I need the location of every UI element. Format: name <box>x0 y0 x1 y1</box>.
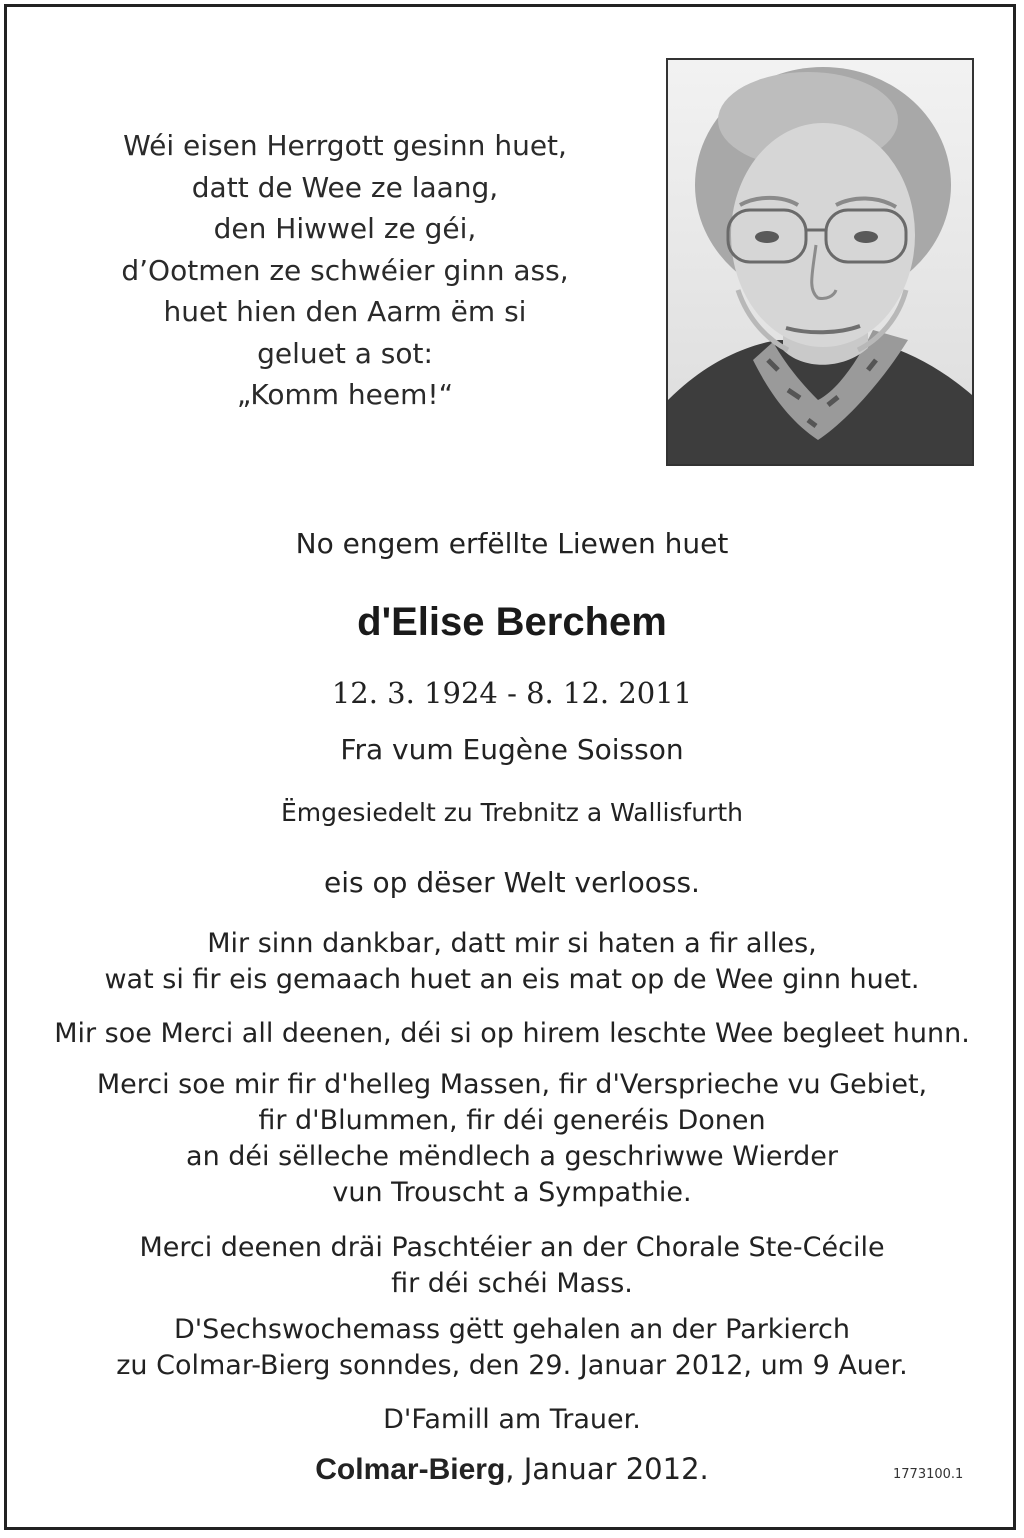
text-line: D'Famill am Trauer. <box>383 1404 641 1435</box>
poem <box>90 125 600 416</box>
spouse-line: Fra vum Eugène Soisson <box>340 733 684 766</box>
life-dates: 12. 3. 1924 - 8. 12. 2011 <box>331 676 693 710</box>
thanks-paragraph <box>0 1016 1024 1052</box>
text-line: fir d'Blummen, fir déi generéis Donen <box>258 1105 766 1136</box>
poem-line: den Hiwwel ze géi, <box>213 212 477 245</box>
left-world-line: eis op dëser Welt verlooss. <box>324 866 700 899</box>
origin-line: Ëmgesiedelt zu Trebnitz a Wallisfurth <box>281 798 743 827</box>
text-line: zu Colmar-Bierg sonndes, den 29. Januar 2012, um 9 Auer. <box>116 1350 908 1381</box>
text-line: wat si fir eis gemaach huet an eis mat op de Wee ginn huet. <box>104 964 920 995</box>
reference-number: 1773100.1 <box>893 1467 964 1482</box>
mass-announcement <box>0 1312 1024 1384</box>
closing-date: , Januar 2012. <box>505 1452 709 1486</box>
closing-line <box>0 1452 1024 1487</box>
poem-line: datt de Wee ze laang, <box>191 170 499 204</box>
poem-line: huet hien den Aarm ëm si <box>163 295 527 328</box>
poem-line: d’Ootmen ze schwéier ginn ass, <box>121 253 569 287</box>
text-line: vun Trouscht a Sympathie. <box>332 1177 692 1208</box>
text-line: Merci soe mir fir d'helleg Massen, fir d'Versprieche vu Gebiet, <box>96 1069 928 1100</box>
text-line: Merci deenen dräi Paschtéier an der Chorale Ste-Cécile <box>139 1232 885 1263</box>
intro-line: No engem erfëllte Liewen huet <box>295 527 729 560</box>
text-line: Mir sinn dankbar, datt mir si haten a fir alles, <box>207 928 817 959</box>
deceased-name: d'Elise Berchem <box>357 600 667 644</box>
closing-place: Colmar-Bierg <box>315 1453 506 1486</box>
family-signature <box>0 1402 1024 1438</box>
text-line: Mir soe Merci all deenen, déi si op hirem leschte Wee begleet hunn. <box>54 1018 970 1049</box>
poem-line: „Komm heem!“ <box>236 378 454 411</box>
poem-line: geluet a sot: <box>257 336 433 370</box>
thanks-paragraph <box>0 1067 1024 1211</box>
text-line: D'Sechswochemass gëtt gehalen an der Parkierch <box>173 1314 851 1345</box>
thanks-paragraph <box>0 926 1024 998</box>
poem-line: Wéi eisen Herrgott gesinn huet, <box>123 129 567 162</box>
text-line: fir déi schéi Mass. <box>391 1268 633 1299</box>
text-line: an déi sëlleche mëndlech a geschriwwe Wierder <box>186 1141 838 1172</box>
thanks-paragraph <box>0 1230 1024 1302</box>
portrait-photo <box>666 58 974 466</box>
